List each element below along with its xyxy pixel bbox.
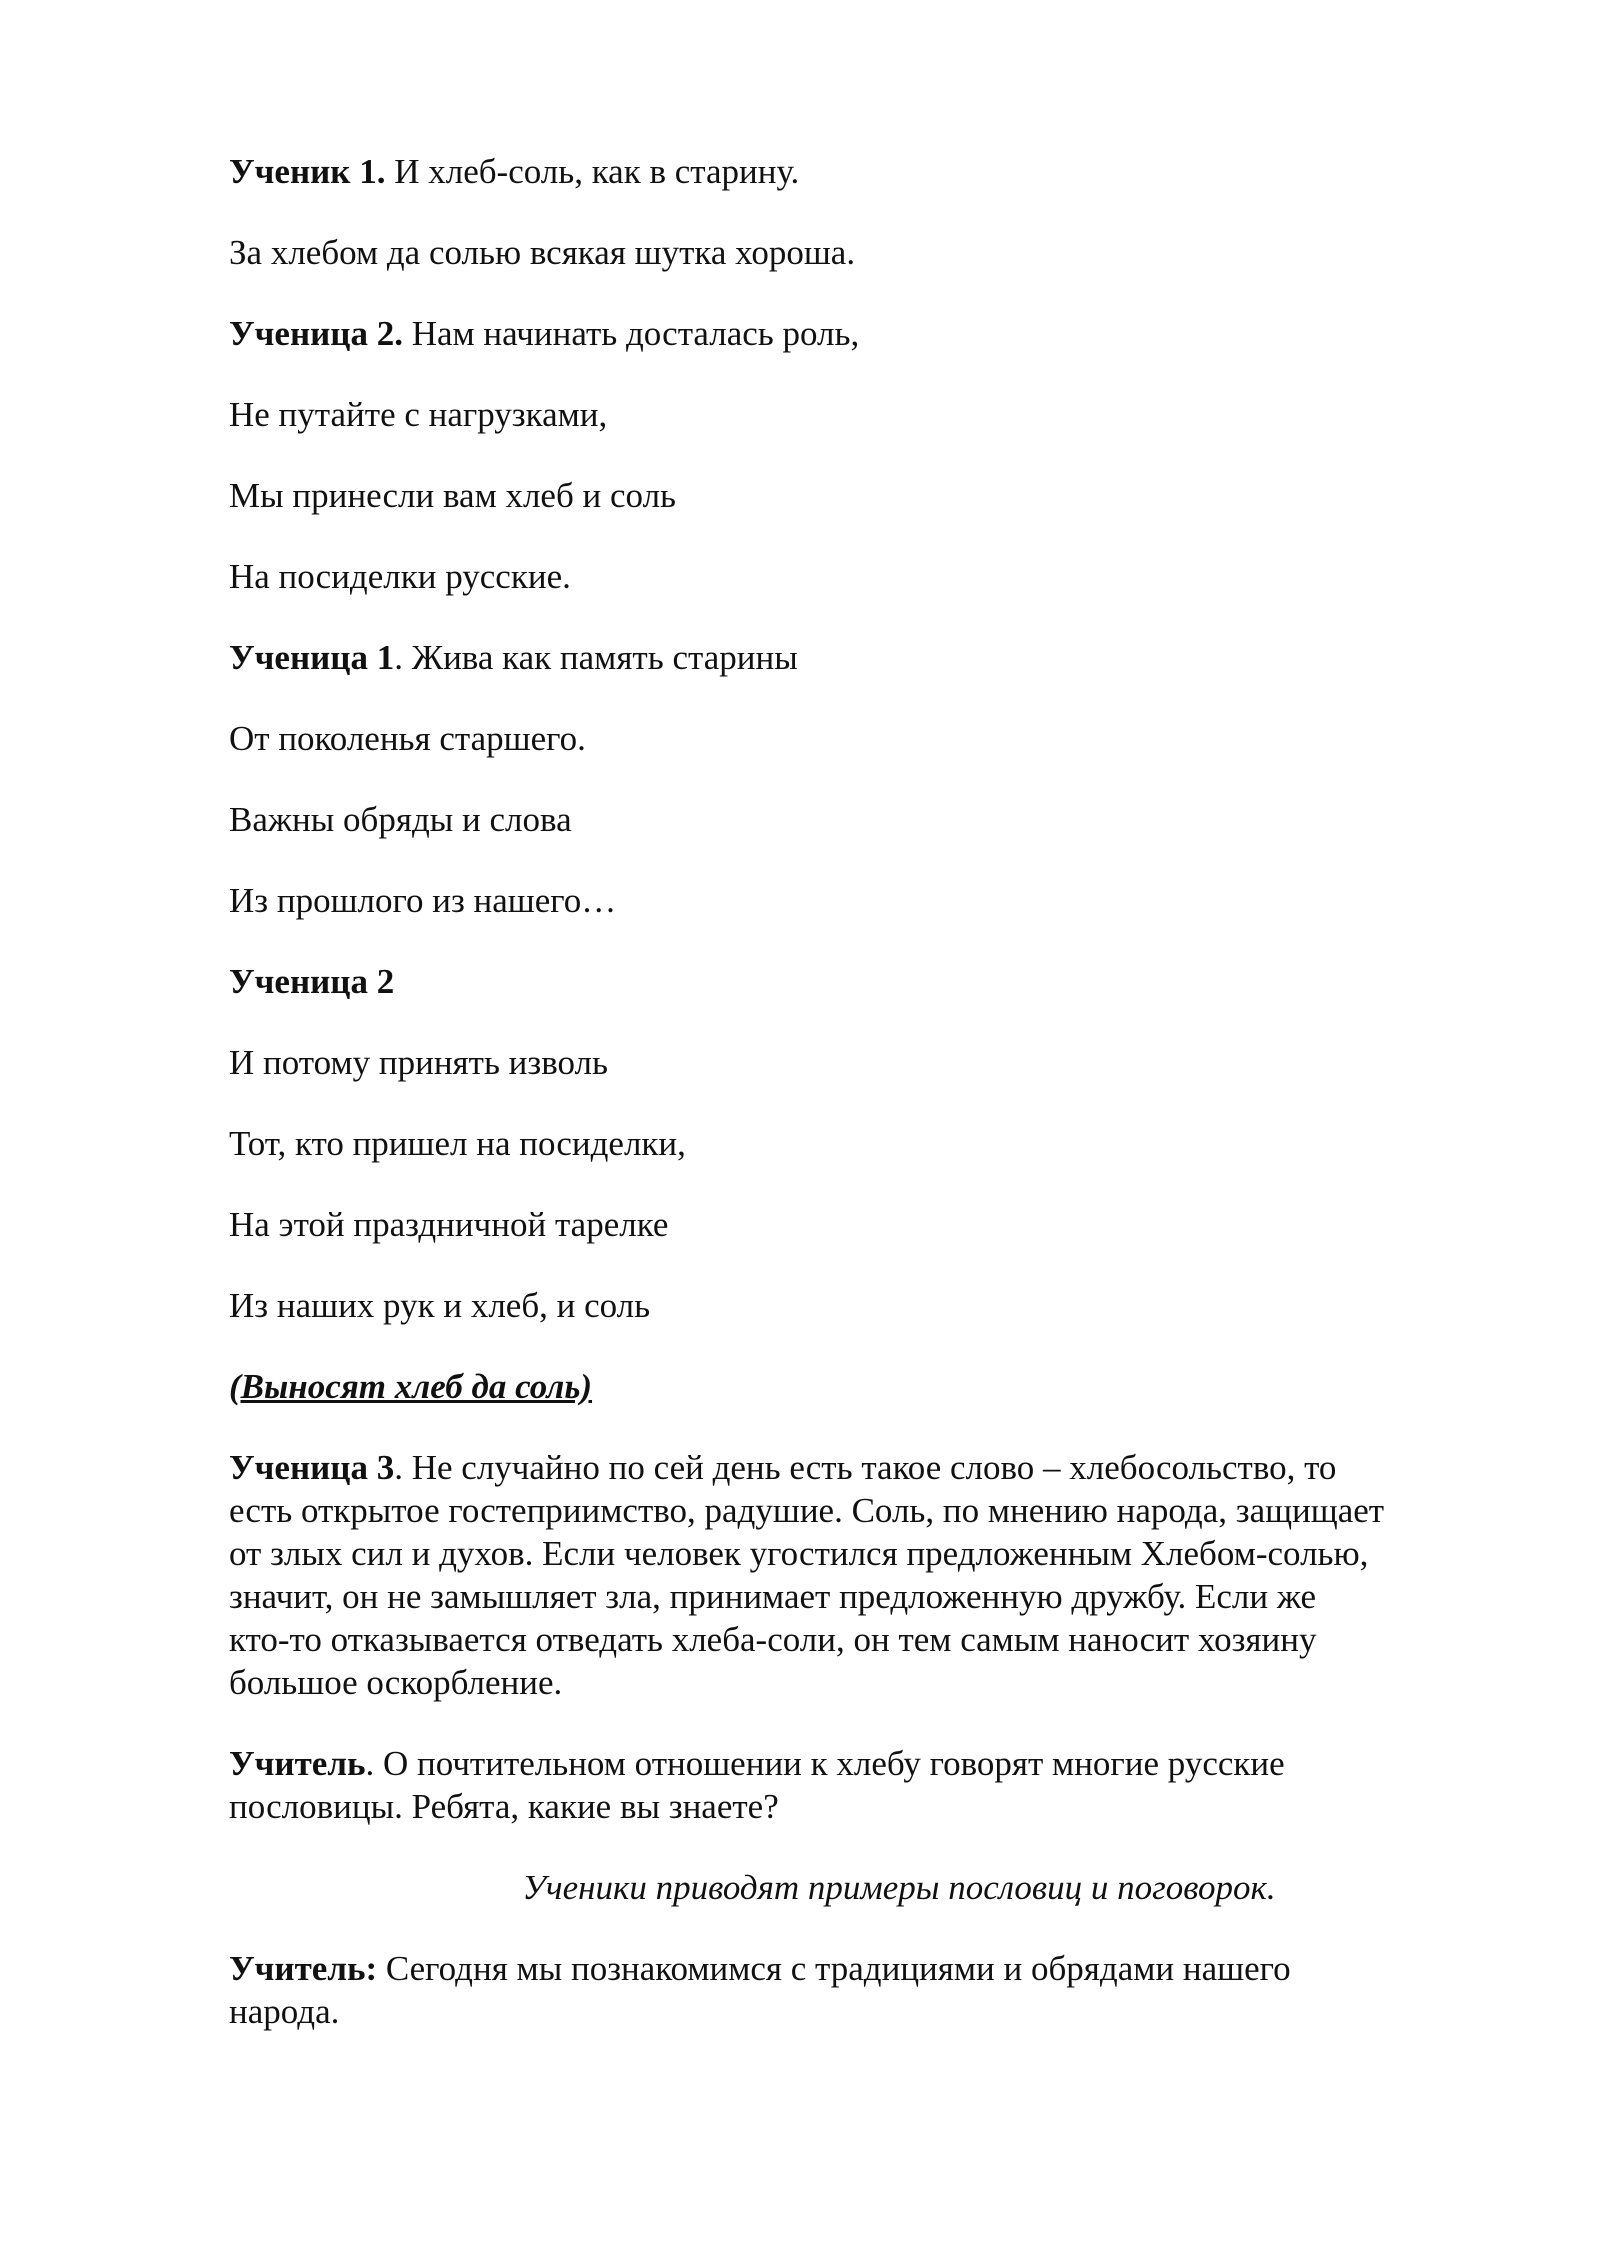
script-line: [229, 231, 1489, 274]
script-line: [229, 798, 1489, 841]
script-line: [229, 879, 1489, 922]
line-text: Из наших рук и хлеб, и соль: [229, 1286, 651, 1325]
line-text: За хлебом да солью всякая шутка хороша.: [229, 233, 856, 272]
script-line: [229, 717, 1489, 760]
line-text: Важны обряды и слова: [229, 800, 572, 839]
stage-remark: Ученики приводят примеры пословиц и поговорок.: [522, 1868, 1276, 1907]
line-text: Тот, кто пришел на посиделки,: [229, 1124, 686, 1163]
script-line: [229, 636, 1489, 679]
speaker-name: Ученица 2: [229, 962, 395, 1001]
script-line: [229, 555, 1489, 598]
line-text: . Жива как память старины: [394, 638, 798, 677]
line-text: Мы принесли вам хлеб и соль: [229, 476, 677, 515]
student3-paragraph: [229, 1446, 1489, 1704]
line-text: И потому принять изволь: [229, 1043, 608, 1082]
stage-direction: [229, 1365, 1489, 1408]
paragraph-row: от злых сил и духов. Если человек угостился предложенным Хлебом-солью,: [229, 1534, 1369, 1573]
line-text: Нам начинать досталась роль,: [402, 314, 860, 353]
paragraph-text: . О почтительном отношении к хлебу говорят многие русские: [365, 1744, 1285, 1783]
stage-direction-text: (Выносят хлеб да соль): [229, 1367, 593, 1406]
script-line: [229, 1122, 1489, 1165]
line-text: Не путайте с нагрузками,: [229, 395, 608, 434]
paragraph-row: [229, 1947, 1489, 1990]
paragraph-row: значит, он не замышляет зла, принимает предложенную дружбу. Если же: [229, 1577, 1317, 1616]
paragraph-row: пословицы. Ребята, какие вы знаете?: [229, 1787, 779, 1826]
teacher-paragraph-1: [229, 1742, 1489, 1828]
script-line: [229, 150, 1489, 193]
document-page: [229, 150, 1489, 2071]
line-text: На этой праздничной тарелке: [229, 1205, 669, 1244]
script-line: [229, 1203, 1489, 1246]
speaker-name: Учитель: [229, 1744, 366, 1783]
script-line: [229, 474, 1489, 517]
paragraph-row: народа.: [229, 1992, 340, 2031]
script-line: [229, 393, 1489, 436]
paragraph-text: . Не случайно по сей день есть такое слово – хлебосольство, то: [394, 1448, 1337, 1487]
teacher-paragraph-2: [229, 1947, 1489, 2033]
speaker-name: Ученик 1.: [229, 152, 386, 191]
paragraph-row: кто-то отказывается отведать хлеба-соли, он тем самым наносит хозяину: [229, 1620, 1317, 1659]
line-text: На посиделки русские.: [229, 557, 571, 596]
script-line: [229, 1041, 1489, 1084]
script-line: [229, 1284, 1489, 1327]
speaker-name: Ученица 3: [229, 1448, 395, 1487]
line-text: Из прошлого из нашего…: [229, 881, 617, 920]
script-line: [229, 960, 1489, 1003]
paragraph-row: большое оскорбление.: [229, 1663, 563, 1702]
speaker-name: Ученица 2.: [229, 314, 403, 353]
line-text: От поколенья старшего.: [229, 719, 586, 758]
paragraph-text: Сегодня мы познакомимся с традициями и обрядами нашего: [377, 1949, 1291, 1988]
speaker-name: Ученица 1: [229, 638, 395, 677]
script-line: [229, 312, 1489, 355]
paragraph-row: [229, 1446, 1489, 1489]
line-text: И хлеб-соль, как в старину.: [385, 152, 800, 191]
speaker-name: Учитель:: [229, 1949, 378, 1988]
paragraph-row: есть открытое гостеприимство, радушие. Соль, по мнению народа, защищает: [229, 1491, 1385, 1530]
paragraph-row: [229, 1742, 1489, 1785]
